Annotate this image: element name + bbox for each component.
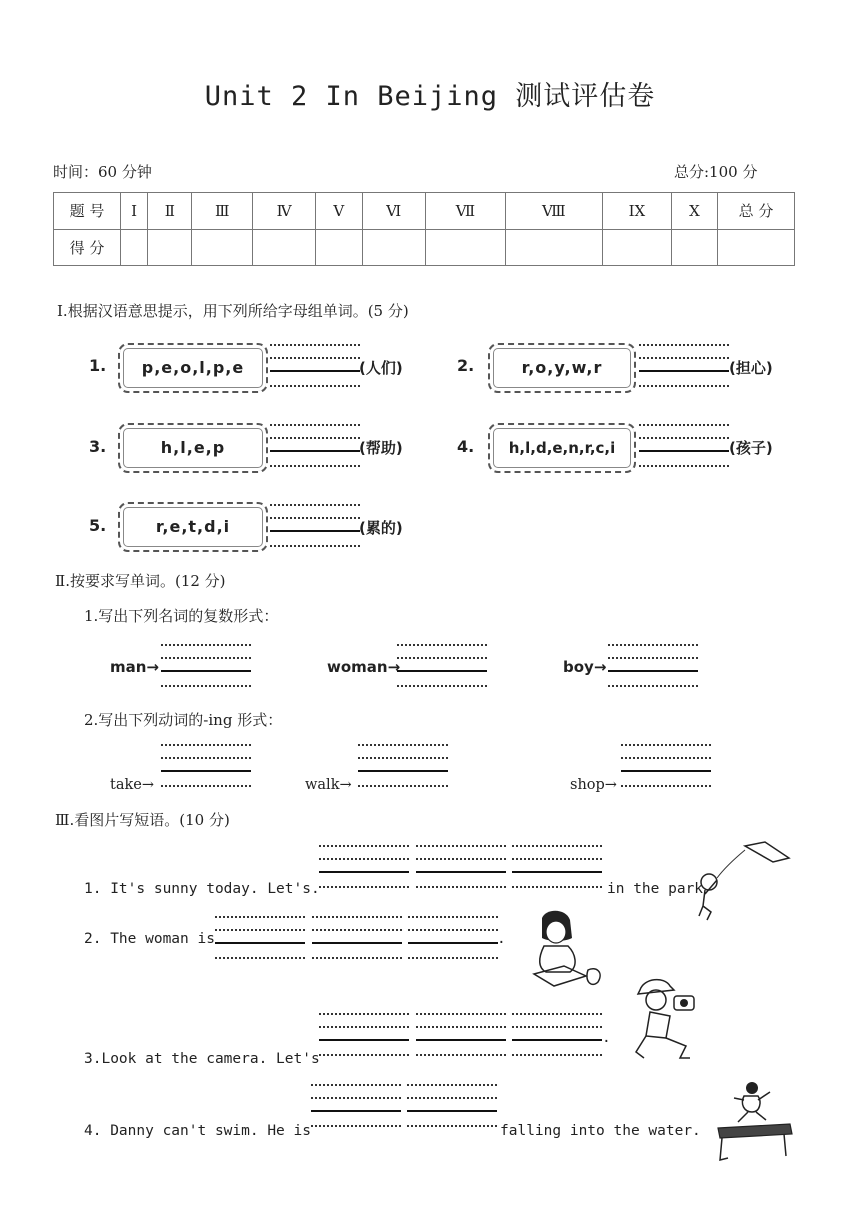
answer-lines[interactable]: [512, 845, 602, 891]
answer-lines[interactable]: [397, 644, 487, 690]
score-table: [53, 192, 795, 266]
column-header: Ⅳ: [253, 193, 316, 230]
answer-lines[interactable]: [407, 1084, 497, 1130]
answer-lines[interactable]: [408, 916, 498, 962]
answer-lines[interactable]: [512, 1013, 602, 1059]
score-cell[interactable]: [505, 229, 602, 266]
column-header: Ⅱ: [148, 193, 192, 230]
noun-man: man→: [110, 658, 159, 676]
q1-text: 1. It's sunny today. Let's.: [84, 881, 320, 897]
table-row: [54, 193, 795, 230]
column-header: Ⅶ: [425, 193, 505, 230]
item-number: 5.: [89, 516, 107, 535]
answer-lines[interactable]: [312, 916, 402, 962]
section-3-heading: Ⅲ.看图片写短语。(10 分): [55, 811, 230, 829]
answer-lines[interactable]: [319, 1013, 409, 1059]
answer-lines[interactable]: [161, 744, 251, 790]
woman-drawing-image: [524, 908, 610, 994]
column-header: Ⅲ: [192, 193, 253, 230]
answer-lines[interactable]: [319, 845, 409, 891]
row-header: 得 分: [54, 229, 121, 266]
q3-suffix: .: [602, 1030, 611, 1046]
column-header: Ⅷ: [505, 193, 602, 230]
total-score: 总分:100 分: [674, 163, 758, 181]
score-cell[interactable]: [316, 229, 363, 266]
time-limit: 时间：60 分钟: [53, 163, 152, 181]
hint: (帮助): [359, 439, 403, 457]
subheading-plural: 1.写出下列名词的复数形式：: [84, 607, 279, 625]
q2-suffix: .: [497, 931, 506, 947]
score-cell[interactable]: [602, 229, 671, 266]
score-cell[interactable]: [253, 229, 316, 266]
answer-lines[interactable]: [639, 424, 729, 470]
score-cell[interactable]: [148, 229, 192, 266]
answer-lines[interactable]: [358, 744, 448, 790]
boy-falling-image: [714, 1078, 794, 1164]
score-cell[interactable]: [671, 229, 717, 266]
column-header: ⅠX: [602, 193, 671, 230]
verb-shop: shop→: [570, 777, 617, 793]
letters-box: p,e,o,l,p,e: [118, 343, 268, 393]
verb-take: take→: [110, 777, 154, 793]
score-cell[interactable]: [425, 229, 505, 266]
hint: (累的): [359, 519, 403, 537]
section-1-heading: Ⅰ.根据汉语意思提示，用下列所给字母组单词。(5 分): [57, 302, 409, 320]
item-number: 4.: [457, 437, 475, 456]
column-header: Ⅴ: [316, 193, 363, 230]
page-title: Unit 2 In Beijing 测试评估卷: [204, 81, 656, 112]
q4-text: 4. Danny can't swim. He is: [84, 1123, 311, 1139]
letters-box: h,l,e,p: [118, 423, 268, 473]
hint: (担心): [729, 359, 773, 377]
answer-lines[interactable]: [215, 916, 305, 962]
q2-text: 2. The woman is: [84, 931, 215, 947]
answer-lines[interactable]: [161, 644, 251, 690]
answer-lines[interactable]: [311, 1084, 401, 1130]
letters-box: h,l,d,e,n,r,c,i: [488, 423, 636, 473]
answer-lines[interactable]: [416, 1013, 506, 1059]
answer-lines[interactable]: [621, 744, 711, 790]
score-cell[interactable]: [362, 229, 425, 266]
answer-lines[interactable]: [416, 845, 506, 891]
answer-lines[interactable]: [270, 344, 360, 390]
q1-suffix: in the park: [607, 881, 704, 897]
hint: (人们): [359, 359, 403, 377]
verb-walk: walk→: [305, 777, 352, 793]
camera-boy-image: [630, 976, 704, 1062]
item-number: 3.: [89, 437, 107, 456]
subheading-ing: 2.写出下列动词的-ing 形式：: [84, 711, 283, 729]
answer-lines[interactable]: [608, 644, 698, 690]
answer-lines[interactable]: [270, 504, 360, 550]
column-header: X: [671, 193, 717, 230]
item-number: 2.: [457, 356, 475, 375]
column-header: Ⅵ: [362, 193, 425, 230]
letters-box: r,o,y,w,r: [488, 343, 636, 393]
section-2-heading: Ⅱ.按要求写单词。(12 分): [55, 572, 226, 590]
noun-boy: boy→: [563, 658, 607, 676]
column-header: Ⅰ: [121, 193, 148, 230]
answer-lines[interactable]: [639, 344, 729, 390]
table-row: [54, 229, 795, 266]
answer-lines[interactable]: [270, 424, 360, 470]
row-header: 题 号: [54, 193, 121, 230]
hint: (孩子): [729, 439, 773, 457]
score-cell[interactable]: [718, 229, 795, 266]
letters-box: r,e,t,d,i: [118, 502, 268, 552]
score-cell[interactable]: [121, 229, 148, 266]
q4-suffix: falling into the water.: [500, 1123, 701, 1139]
column-header: 总 分: [718, 193, 795, 230]
q3-text: 3.Look at the camera. Let's: [84, 1051, 320, 1067]
score-cell[interactable]: [192, 229, 253, 266]
noun-woman: woman→: [327, 658, 401, 676]
kite-boy-image: [693, 840, 793, 924]
item-number: 1.: [89, 356, 107, 375]
